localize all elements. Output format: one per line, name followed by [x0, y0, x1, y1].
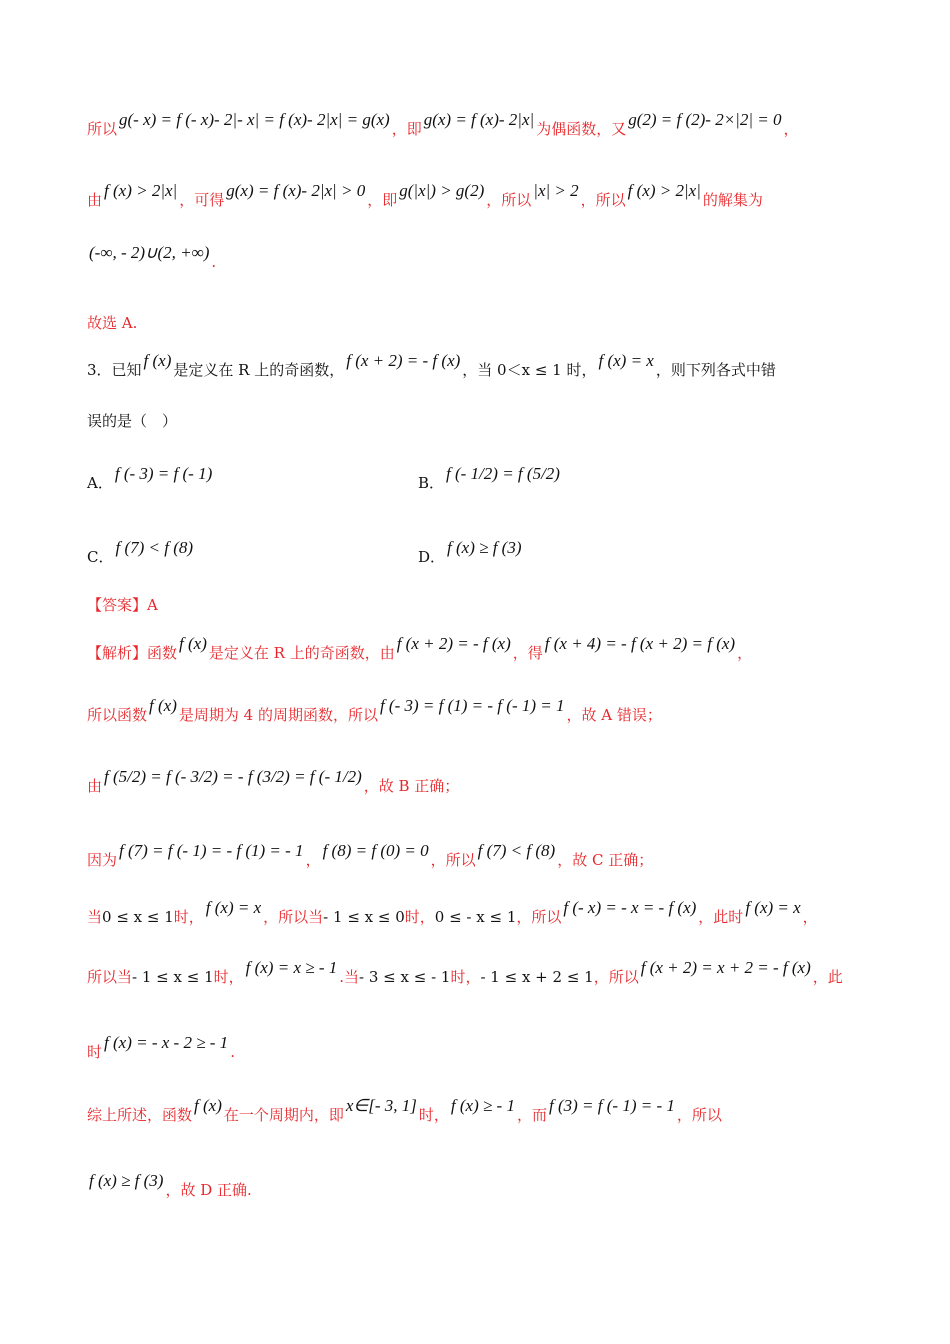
text-segment: ，所以: [430, 851, 476, 869]
text-segment: 是定义在 R 上的奇函数，由: [208, 644, 395, 662]
text-segment: 误的是（ ）: [87, 412, 178, 430]
text-segment: 时，: [213, 968, 244, 986]
text-segment: ，: [783, 120, 799, 138]
math-expression: f (x) = x ≥ - 1: [245, 958, 338, 977]
text-segment: ，故 A 错误；: [566, 706, 662, 724]
text-segment: 时: [87, 1043, 103, 1061]
math-expression: f (- x) = - x = - f (x): [563, 898, 697, 917]
math-expression: f (3) = f (- 1) = - 1: [549, 1096, 675, 1115]
text-line: [87, 696, 662, 725]
math-expression: g(- x) = f (- x)- 2|- x| = f (x)- 2|x| = g(x): [119, 110, 390, 129]
math-expression: f (7) < f (8): [115, 538, 194, 557]
math-expression: g(x) = f (x)- 2|x| > 0: [226, 181, 366, 200]
text-segment: - 1 ≤ x ≤ 0: [323, 908, 405, 926]
text-segment: 所以: [87, 120, 118, 138]
text-segment: 是周期为 4 的周期函数，所以: [178, 706, 378, 724]
text-line: [418, 538, 524, 567]
text-segment: C．: [87, 548, 114, 566]
text-segment: ，: [305, 851, 321, 869]
math-expression: f (x) = x: [745, 898, 801, 917]
text-segment: ，可得: [179, 191, 225, 209]
math-expression: f (x): [149, 696, 177, 715]
math-expression: f (x) ≥ f (3): [89, 1171, 164, 1190]
text-segment: .当: [339, 968, 360, 986]
text-line: [87, 110, 799, 139]
math-expression: g(2) = f (2)- 2×|2| = 0: [628, 110, 782, 129]
text-segment: 由: [87, 777, 103, 795]
text-line: [87, 841, 654, 870]
text-segment: 3．已知: [87, 361, 142, 379]
text-line: [87, 1033, 235, 1062]
text-segment: 【答案】A: [87, 596, 158, 614]
text-segment: ，所以: [486, 191, 532, 209]
text-segment: ，即: [367, 191, 398, 209]
math-expression: f (x) = x: [598, 351, 654, 370]
text-segment: ，此时: [698, 908, 744, 926]
text-segment: ，而: [516, 1106, 547, 1124]
math-expression: f (x): [179, 634, 207, 653]
math-expression: f (x) > 2|x|: [104, 181, 178, 200]
text-segment: - 3 ≤ x ≤ - 1: [359, 968, 451, 986]
math-expression: g(x) = f (x)- 2|x|: [423, 110, 535, 129]
math-expression: f (x + 2) = - f (x): [396, 634, 511, 653]
text-segment: 【解析】函数: [87, 644, 178, 662]
text-segment: - 1 ≤ x ≤ 1: [132, 968, 214, 986]
math-expression: f (x + 4) = - f (x + 2) = f (x): [544, 634, 736, 653]
text-segment: ，则下列各式中错: [655, 361, 776, 379]
text-segment: 0 ≤ - x ≤ 1: [434, 908, 517, 926]
text-segment: 综上所述，函数: [87, 1106, 193, 1124]
text-segment: 故选 A.: [87, 314, 138, 332]
text-segment: ，: [802, 908, 818, 926]
text-line: [87, 312, 137, 333]
math-expression: f (x) ≥ - 1: [450, 1096, 515, 1115]
text-segment: 时，: [173, 908, 204, 926]
text-line: [87, 634, 753, 663]
math-expression: f (x) ≥ f (3): [447, 538, 522, 557]
text-segment: 当: [87, 908, 103, 926]
text-segment: ，所以: [676, 1106, 722, 1124]
math-expression: f (x) > 2|x|: [627, 181, 701, 200]
text-segment: ，所以: [580, 191, 626, 209]
text-line: [87, 464, 214, 493]
text-segment: ，得: [512, 644, 543, 662]
text-segment: 时，: [450, 968, 481, 986]
text-segment: 所以函数: [87, 706, 148, 724]
text-line: [418, 464, 562, 493]
text-segment: ，所以: [516, 908, 562, 926]
text-line: [87, 958, 843, 987]
math-expression: f (x + 2) = - f (x): [346, 351, 461, 370]
text-segment: 的解集为: [702, 191, 763, 209]
text-segment: 0 ≤ x ≤ 1: [102, 908, 174, 926]
text-segment: ，: [737, 644, 753, 662]
text-line: [87, 538, 195, 567]
math-expression: f (- 3) = f (1) = - f (- 1) = 1: [379, 696, 565, 715]
math-expression: f (5/2) = f (- 3/2) = - f (3/2) = f (- 1/2): [104, 767, 362, 786]
text-segment: ，所以: [593, 968, 639, 986]
text-segment: .: [211, 253, 217, 271]
text-segment: ，此: [812, 968, 843, 986]
text-segment: ，当 0＜x ≤ 1 时，: [462, 361, 597, 379]
text-segment: ，所以当: [263, 908, 324, 926]
math-expression: (-∞, - 2)∪(2, +∞): [89, 243, 210, 262]
text-segment: 是定义在 R 上的奇函数，: [173, 361, 345, 379]
text-line: [87, 181, 763, 210]
math-expression: x∈[- 3, 1]: [345, 1096, 417, 1115]
text-segment: .: [230, 1043, 235, 1061]
math-expression: g(|x|) > g(2): [399, 181, 485, 200]
math-expression: f (x) = x: [205, 898, 262, 917]
text-segment: 时，: [418, 1106, 449, 1124]
text-segment: 由: [87, 191, 103, 209]
text-segment: 为偶函数，又: [536, 120, 627, 138]
text-line: [87, 1096, 722, 1125]
text-line: [87, 767, 460, 796]
text-segment: ，故 D 正确.: [165, 1181, 252, 1199]
math-expression: f (x + 2) = x + 2 = - f (x): [640, 958, 811, 977]
text-segment: 在一个周期内，即: [223, 1106, 344, 1124]
text-line: [87, 1171, 252, 1200]
text-segment: D．: [418, 548, 446, 566]
text-segment: ，故 B 正确；: [363, 777, 460, 795]
text-segment: ，故 C 正确；: [557, 851, 654, 869]
math-expression: f (x): [143, 351, 172, 370]
math-expression: f (x) = - x - 2 ≥ - 1: [104, 1033, 229, 1052]
text-line: [87, 243, 217, 272]
text-segment: A．: [87, 474, 113, 492]
text-segment: B．: [418, 474, 445, 492]
text-segment: 时，: [404, 908, 435, 926]
math-expression: f (- 3) = f (- 1): [114, 464, 213, 483]
text-line: [87, 898, 818, 927]
math-expression: f (- 1/2) = f (5/2): [446, 464, 560, 483]
math-expression: f (8) = f (0) = 0: [322, 841, 429, 860]
math-expression: |x| > 2: [533, 181, 579, 200]
text-line: [87, 410, 177, 431]
text-segment: 所以当: [87, 968, 133, 986]
text-segment: ，即: [391, 120, 422, 138]
math-expression: f (7) < f (8): [477, 841, 556, 860]
text-line: [87, 351, 776, 380]
text-line: [87, 594, 158, 615]
text-segment: 因为: [87, 851, 118, 869]
math-expression: f (7) = f (- 1) = - f (1) = - 1: [119, 841, 304, 860]
math-expression: f (x): [194, 1096, 222, 1115]
text-segment: - 1 ≤ x + 2 ≤ 1: [480, 968, 594, 986]
